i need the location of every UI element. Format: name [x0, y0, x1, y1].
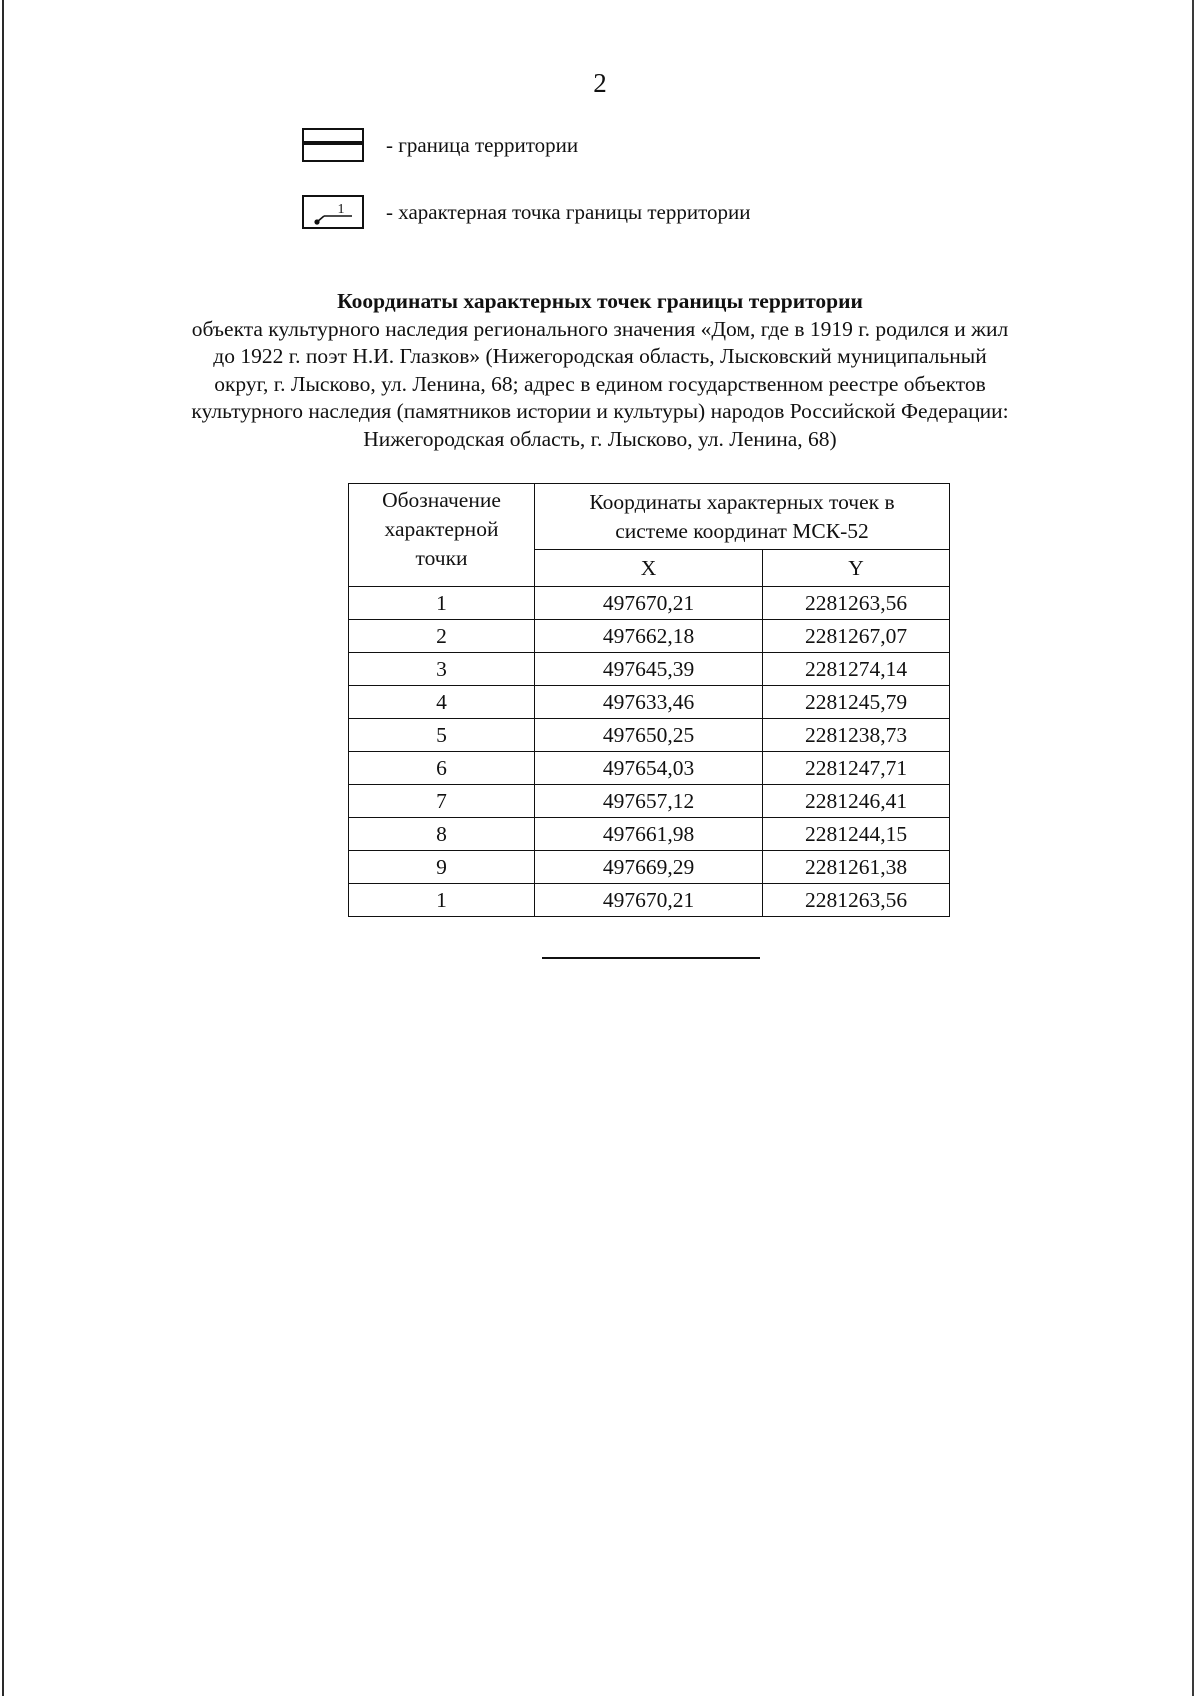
cell-y: 2281263,56 — [763, 587, 950, 620]
table-row — [349, 620, 950, 653]
header-point-line: точки — [415, 546, 468, 570]
cell-x: 497669,29 — [535, 851, 763, 884]
document-title-line: до 1922 г. поэт Н.И. Глазков» (Нижегородская область, Лысковский муниципальный — [213, 344, 987, 368]
legend-text-boundary: - граница территории — [386, 132, 579, 157]
header-point-designation — [349, 484, 535, 587]
cell-y: 2281263,56 — [763, 884, 950, 917]
cell-y: 2281261,38 — [763, 851, 950, 884]
cell-x: 497670,21 — [535, 587, 763, 620]
document-title-line: округ, г. Лысково, ул. Ленина, 68; адрес в едином государственном реестре объектов — [214, 371, 986, 396]
header-point-line: Обозначение — [382, 488, 501, 512]
boundary-point-icon-label: 1 — [337, 202, 345, 217]
cell-x: 497661,98 — [535, 818, 763, 851]
cell-y: 2281274,14 — [763, 653, 950, 686]
closing-rule — [542, 957, 760, 959]
document-title-line: культурного наследия (памятников истории и культуры) народов Российской Федерации: — [191, 399, 1009, 423]
cell-x: 497654,03 — [535, 752, 763, 785]
cell-y: 2281238,73 — [763, 719, 950, 752]
cell-point: 7 — [349, 785, 535, 818]
cell-point: 1 — [349, 884, 535, 917]
cell-y: 2281267,07 — [763, 620, 950, 653]
cell-point: 4 — [349, 686, 535, 719]
cell-x: 497662,18 — [535, 620, 763, 653]
document-title — [150, 288, 1050, 453]
cell-point: 3 — [349, 653, 535, 686]
document-title-heading: Координаты характерных точек границы территории — [337, 289, 863, 313]
header-point-line: характерной — [384, 517, 499, 541]
cell-point: 5 — [349, 719, 535, 752]
header-coordinates — [535, 484, 950, 550]
document-title-line: Нижегородская область, г. Лысково, ул. Ленина, 68) — [363, 426, 837, 451]
scan-edge-left — [2, 0, 4, 1696]
cell-x: 497645,39 — [535, 653, 763, 686]
table-row — [349, 851, 950, 884]
scan-edge-right — [1192, 0, 1194, 1696]
cell-y: 2281244,15 — [763, 818, 950, 851]
cell-point: 6 — [349, 752, 535, 785]
table-row — [349, 785, 950, 818]
cell-point: 8 — [349, 818, 535, 851]
table-row — [349, 884, 950, 917]
cell-point: 9 — [349, 851, 535, 884]
page-number: 2 — [593, 68, 607, 98]
table-row — [349, 653, 950, 686]
legend-item-boundary — [302, 128, 578, 162]
legend-item-point — [302, 195, 751, 229]
header-x: X — [535, 550, 763, 587]
cell-point: 1 — [349, 587, 535, 620]
table-row — [349, 719, 950, 752]
header-y: Y — [763, 550, 950, 587]
header-coordinates-line: Координаты характерных точек в — [589, 489, 895, 514]
cell-y: 2281246,41 — [763, 785, 950, 818]
header-coordinates-line: системе координат МСК-52 — [615, 518, 869, 543]
cell-point: 2 — [349, 620, 535, 653]
legend-text-point: - характерная точка границы территории — [386, 199, 751, 224]
cell-x: 497650,25 — [535, 719, 763, 752]
cell-y: 2281245,79 — [763, 686, 950, 719]
table-row — [349, 752, 950, 785]
coordinates-table — [348, 483, 950, 917]
table-row — [349, 686, 950, 719]
cell-x: 497657,12 — [535, 785, 763, 818]
territory-boundary-icon — [302, 128, 364, 162]
cell-x: 497670,21 — [535, 884, 763, 917]
cell-y: 2281247,71 — [763, 752, 950, 785]
boundary-point-icon — [302, 195, 364, 229]
table-row — [349, 818, 950, 851]
table-row — [349, 587, 950, 620]
document-title-line: объекта культурного наследия регионального значения «Дом, где в 1919 г. родился и жил — [191, 316, 1009, 341]
cell-x: 497633,46 — [535, 686, 763, 719]
